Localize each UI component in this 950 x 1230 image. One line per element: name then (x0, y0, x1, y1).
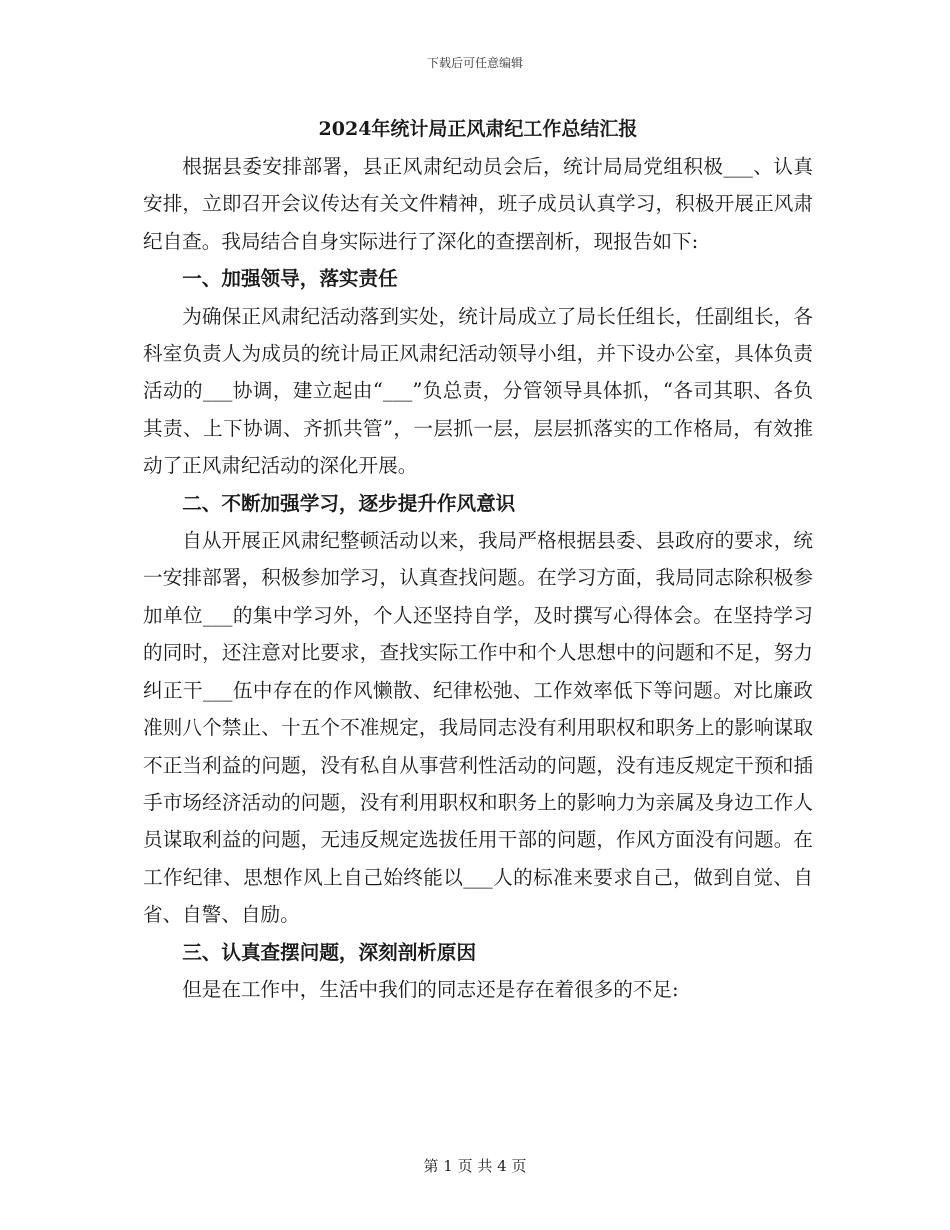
page-number: 第 1 页 共 4 页 (423, 1157, 527, 1175)
section-3-body: 但是在工作中，生活中我们的同志还是存在着很多的不足: (182, 977, 679, 1001)
page-header-note: 下载后可任意编辑 (426, 56, 523, 70)
section-1-body: 为确保正风肃纪活动落到实处，统计局成立了局长任组长，任副组长，各科室负责人为成员的统计局正风肃纪活动领导小组，并下设办公室，具体负责活动的___协调，建立起由“___”负总责，分管领导具体抓，“各司其职、各负其责、上下协调、齐抓共管”，一层抓一层，层层抓落实的工作格局，有效推动了正风肃纪活动的深化开展。 (143, 304, 813, 478)
section-2-body: 自从开展正风肃纪整顿活动以来，我局严格根据县委、县政府的要求，统一安排部署，积极参加学习，认真查找问题。在学习方面，我局同志除积极参加单位___的集中学习外，个人还坚持自学，及时撰写心得体会。在坚持学习的同时，还注意对比要求，查找实际工作中和个人思想中的问题和不足，努力纠正干___伍中存在的作风懒散、纪律松弛、工作效率低下等问题。对比廉政准则八个禁止、十五个不准规定，我局同志没有利用职权和职务上的影响谋取不正当利益的问题，没有私自从事营利性活动的问题，没有违反规定干预和插手市场经济活动的问题，没有利用职权和职务上的影响力为亲属及身边工作人员谋取利益的问题，无违反规定选拔任用干部的问题，作风方面没有问题。在工作纪律、思想作风上自己始终能以___人的标准来要求自己，做到自觉、自省、自警、自励。 (143, 529, 813, 927)
section-2-heading: 二、不断加强学习，逐步提升作风意识 (182, 491, 516, 515)
document-title: 2024年统计局正风肃纪工作总结汇报 (318, 118, 638, 140)
section-3-heading: 三、认真查摆问题，深刻剖析原因 (182, 940, 477, 964)
intro-paragraph: 根据县委安排部署，县正风肃纪动员会后，统计局局党组积极___、认真安排，立即召开会议传达有关文件精神，班子成员认真学习，积极开展正风肃纪自查。我局结合自身实际进行了深化的查摆剖析，现报告如下: (143, 155, 813, 253)
section-1-heading: 一、加强领导，落实责任 (182, 267, 398, 291)
document-body (143, 112, 813, 1008)
